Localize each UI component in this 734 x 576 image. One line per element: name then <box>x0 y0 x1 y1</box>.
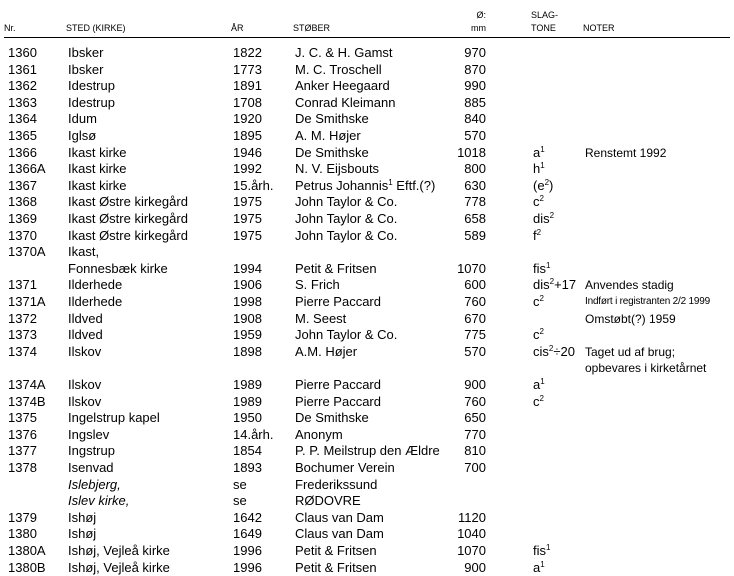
cell-nr: 1380A <box>8 543 46 558</box>
cell-noter: Anvendes stadig <box>585 278 674 293</box>
cell-aar: 1908 <box>233 310 262 326</box>
superscript: 2 <box>539 327 544 337</box>
superscript: 2 <box>549 211 555 220</box>
cell-stober: A. M. Højer <box>295 128 361 143</box>
cell-diameter: 650 <box>464 410 486 426</box>
cell-noter: Omstøbt(?) 1959 <box>585 311 676 326</box>
cell-stober: John Taylor & Co. <box>295 211 398 226</box>
cell-diameter: 1018 <box>457 144 486 160</box>
cell-nr: 1370A <box>8 244 46 260</box>
cell-nr: 1377 <box>8 443 37 459</box>
cell-stober: Anonym <box>295 426 343 442</box>
cell-stober: John Taylor & Co. <box>295 194 398 210</box>
table-row <box>0 211 734 227</box>
cell-diameter: 900 <box>464 377 486 392</box>
table-row <box>0 294 734 310</box>
table-row <box>0 111 734 127</box>
cell-sted: Idum <box>68 111 97 127</box>
cell-slagtone: $h^1$ <box>533 161 545 177</box>
cell-stober: Pierre Paccard <box>295 377 381 392</box>
cell-aar: 1642 <box>233 509 262 525</box>
header-tone-line2: TONE <box>531 23 556 33</box>
cell-sted: Ishøj <box>68 509 97 525</box>
cell-diameter: 600 <box>464 277 486 293</box>
cell-aar: 1822 <box>233 45 262 60</box>
cell-aar: 1989 <box>233 377 262 392</box>
cell-slagtone: fis$^1$ <box>533 260 551 276</box>
cell-aar: 1906 <box>233 277 262 293</box>
cell-aar: 1950 <box>233 410 262 426</box>
cell-stober: A.M. Højer <box>295 343 358 359</box>
superscript: 2 <box>548 343 554 353</box>
table-row <box>0 194 734 210</box>
table-row <box>0 526 734 542</box>
cell-diameter: 760 <box>464 294 486 309</box>
table-row <box>0 344 734 360</box>
cell-aar: 1996 <box>233 559 262 575</box>
cell-sted: Ikast, <box>68 244 100 260</box>
header-sted: STED (KIRKE) <box>66 23 126 33</box>
header-mm-line2: mm <box>471 23 486 33</box>
cell-slagtone: $a^1$ <box>533 144 545 160</box>
cell-nr: 1376 <box>8 426 37 442</box>
cell-sted: Ildved <box>68 310 103 326</box>
cell-stober: Pierre Paccard <box>295 294 381 309</box>
cell-diameter: 760 <box>464 393 486 409</box>
cell-aar: 1946 <box>233 144 262 160</box>
cell-stober: Frederikssund <box>295 476 378 492</box>
cell-stober: De Smithske <box>295 144 369 160</box>
cell-slagtone: $c^2$ <box>533 194 544 210</box>
header-noter: NOTER <box>583 23 615 33</box>
cell-stober: Pierre Paccard <box>295 393 381 409</box>
superscript: 2 <box>539 194 544 204</box>
cell-sted: Ilderhede <box>68 294 123 309</box>
superscript: 1 <box>540 377 545 386</box>
cell-diameter: 1120 <box>458 509 486 525</box>
cell-stober: N. V. Eijsbouts <box>295 161 380 177</box>
cell-sted: Ishøj, Vejleå kirke <box>68 543 170 558</box>
cell-aar: 1773 <box>233 61 262 77</box>
cell-sted: Ilskov <box>68 343 102 359</box>
cell-nr: 1369 <box>8 211 37 226</box>
cell-stober: John Taylor & Co. <box>295 227 398 243</box>
cell-sted: Islebjerg, <box>68 476 121 492</box>
header-aar: ÅR <box>231 23 244 33</box>
table-row <box>0 45 734 61</box>
cell-nr: 1380 <box>8 526 37 542</box>
cell-diameter: 1040 <box>457 526 486 542</box>
cell-slagtone: $a^1$ <box>533 559 545 575</box>
cell-nr: 1380B <box>8 559 46 575</box>
cell-aar: 1959 <box>233 327 262 343</box>
cell-aar: 1975 <box>233 194 262 210</box>
cell-diameter: 1070 <box>457 543 486 558</box>
superscript: 2 <box>539 393 544 403</box>
cell-nr: 1363 <box>8 94 37 110</box>
cell-aar: 1895 <box>233 128 262 143</box>
cell-sted: Ingstrup <box>68 443 115 459</box>
table-row <box>0 78 734 94</box>
cell-sted: Idestrup <box>68 94 115 110</box>
table-row <box>0 394 734 410</box>
cell-diameter: 658 <box>464 211 486 226</box>
cell-aar: 14.årh. <box>233 426 274 442</box>
table-row <box>0 560 734 576</box>
cell-nr: 1374 <box>8 343 37 359</box>
table-row <box>0 128 734 144</box>
cell-sted: Ikast kirke <box>68 177 127 193</box>
table-row <box>0 145 734 161</box>
cell-diameter: 1070 <box>457 260 486 276</box>
cell-diameter: 630 <box>464 177 486 193</box>
cell-sted: Ikast Østre kirkegård <box>68 227 188 243</box>
cell-nr: 1364 <box>8 111 37 127</box>
cell-sted: Ilskov <box>68 393 102 409</box>
superscript: 1 <box>540 559 545 569</box>
cell-diameter: 840 <box>464 111 486 127</box>
cell-aar: 1996 <box>233 543 262 558</box>
cell-aar: 1649 <box>233 526 262 542</box>
cell-stober: J. C. & H. Gamst <box>295 45 393 60</box>
cell-sted: Isenvad <box>68 460 114 475</box>
cell-diameter: 570 <box>464 343 486 359</box>
cell-stober: Claus van Dam <box>295 526 384 542</box>
cell-stober: M. C. Troschell <box>295 61 382 77</box>
cell-sted: Ibsker <box>68 45 104 60</box>
cell-diameter: 870 <box>464 61 486 77</box>
cell-noter: opbevares i kirketårnet <box>585 361 707 376</box>
cell-noter: Renstemt 1992 <box>585 145 667 160</box>
table-row <box>0 477 734 493</box>
cell-stober: Petit & Fritsen <box>295 543 377 558</box>
cell-diameter: 775 <box>464 327 486 343</box>
cell-aar: 1898 <box>233 343 262 359</box>
cell-aar: 1989 <box>233 393 262 409</box>
table-row <box>0 410 734 426</box>
table-row <box>0 161 734 177</box>
cell-stober: De Smithske <box>295 111 369 127</box>
superscript: 1 <box>540 161 545 171</box>
cell-aar: 1975 <box>233 227 262 243</box>
header-mm-line1: Ø: <box>476 10 486 20</box>
cell-stober: Claus van Dam <box>295 509 384 525</box>
table-row <box>0 244 734 260</box>
cell-aar: 1998 <box>233 294 262 309</box>
cell-aar: se <box>233 476 247 492</box>
superscript: 1 <box>540 144 545 154</box>
cell-stober: RØDOVRE <box>295 493 361 509</box>
cell-sted: Ingslev <box>68 426 110 442</box>
cell-slagtone: $c^2$ <box>533 393 544 409</box>
cell-diameter: 970 <box>464 45 486 60</box>
cell-nr: 1371A <box>8 294 46 309</box>
superscript: 2 <box>549 277 555 287</box>
table-row <box>0 360 734 376</box>
table-row <box>0 327 734 343</box>
cell-nr: 1378 <box>8 460 37 475</box>
cell-aar: 15.årh. <box>233 177 274 193</box>
cell-diameter: 900 <box>464 559 486 575</box>
table-row <box>0 277 734 293</box>
cell-stober: Petit & Fritsen <box>295 559 377 575</box>
cell-noter: Indført i registranten 2/2 1999 <box>585 296 710 307</box>
cell-nr: 1365 <box>8 128 37 143</box>
cell-stober: M. Seest <box>295 310 347 326</box>
cell-stober: P. P. Meilstrup den Ældre <box>295 443 440 459</box>
superscript: 2 <box>539 294 544 303</box>
superscript: 1 <box>546 543 551 552</box>
cell-stober: Conrad Kleimann <box>295 94 396 110</box>
cell-nr: 1370 <box>8 227 37 243</box>
table-row <box>0 228 734 244</box>
cell-sted: Iglsø <box>68 128 97 143</box>
cell-slagtone: dis$^2$+17 <box>533 277 577 293</box>
cell-stober: Petit & Fritsen <box>295 260 377 276</box>
cell-stober: Bochumer Verein <box>295 460 395 475</box>
table-row <box>0 493 734 509</box>
cell-sted: Ikast kirke <box>68 161 127 177</box>
cell-slagtone: $f^2$ <box>533 227 542 243</box>
cell-stober: Anker Heegaard <box>295 78 390 94</box>
cell-sted: Fonnesbæk kirke <box>68 260 168 276</box>
cell-slagtone: $c^2$ <box>533 294 544 309</box>
table-row <box>0 95 734 111</box>
cell-diameter: 670 <box>464 310 486 326</box>
cell-slagtone: cis$^2$÷20 <box>533 343 575 359</box>
table-row <box>0 377 734 393</box>
cell-sted: Islev kirke, <box>68 493 130 509</box>
cell-slagtone: $a^1$ <box>533 377 545 392</box>
cell-nr: 1373 <box>8 327 37 343</box>
header-nr: Nr. <box>4 23 16 33</box>
cell-sted: Ilderhede <box>68 277 123 293</box>
cell-sted: Ikast Østre kirkegård <box>68 194 188 210</box>
superscript: 2 <box>536 227 542 237</box>
cell-aar: 1891 <box>233 78 262 94</box>
cell-nr: 1374B <box>8 393 46 409</box>
cell-nr: 1372 <box>8 310 37 326</box>
cell-slagtone: $c^2$ <box>533 327 544 343</box>
header-divider <box>4 37 730 38</box>
cell-nr: 1366 <box>8 144 37 160</box>
cell-stober: De Smithske <box>295 410 369 426</box>
cell-diameter: 800 <box>464 161 486 177</box>
cell-diameter: 810 <box>464 443 486 459</box>
cell-nr: 1375 <box>8 410 37 426</box>
header-stober: STØBER <box>293 23 331 33</box>
cell-nr: 1368 <box>8 194 37 210</box>
cell-aar: 1893 <box>233 460 262 475</box>
cell-diameter: 570 <box>464 128 486 143</box>
cell-sted: Ilskov <box>68 377 102 392</box>
cell-nr: 1366A <box>8 161 46 177</box>
table-row <box>0 427 734 443</box>
cell-sted: Ibsker <box>68 61 104 77</box>
cell-diameter: 778 <box>464 194 486 210</box>
table-row <box>0 261 734 277</box>
cell-sted: Ishøj <box>68 526 97 542</box>
cell-stober: Petrus Johannis$^1$ Eftf.(?) <box>295 177 436 193</box>
table-row <box>0 62 734 78</box>
cell-diameter: 589 <box>464 227 486 243</box>
cell-stober: John Taylor & Co. <box>295 327 398 343</box>
cell-slagtone: fis$^1$ <box>533 543 551 558</box>
table-row <box>0 443 734 459</box>
cell-diameter: 770 <box>464 426 486 442</box>
cell-nr: 1374A <box>8 377 46 392</box>
cell-slagtone: $(e^2)$ <box>533 177 554 193</box>
cell-aar: 1992 <box>233 161 262 177</box>
table-row <box>0 178 734 194</box>
superscript: 2 <box>544 177 550 187</box>
cell-aar: se <box>233 493 247 509</box>
header-tone-line1: SLAG- <box>531 10 559 20</box>
cell-stober: S. Frich <box>295 277 340 293</box>
cell-nr: 1360 <box>8 45 37 60</box>
cell-aar: 1994 <box>233 260 262 276</box>
table-row <box>0 510 734 526</box>
cell-nr: 1361 <box>8 61 37 77</box>
table-row <box>0 311 734 327</box>
cell-sted: Ildved <box>68 327 103 343</box>
table-row <box>0 543 734 559</box>
cell-nr: 1379 <box>8 509 37 525</box>
superscript: 1 <box>546 260 551 270</box>
cell-sted: Ikast kirke <box>68 144 127 160</box>
cell-sted: Idestrup <box>68 78 115 94</box>
cell-noter: Taget ud af brug; <box>585 344 676 359</box>
cell-sted: Ishøj, Vejleå kirke <box>68 559 170 575</box>
cell-sted: Ikast Østre kirkegård <box>68 211 188 226</box>
cell-diameter: 700 <box>464 460 486 475</box>
cell-nr: 1362 <box>8 78 37 94</box>
cell-aar: 1975 <box>233 211 262 226</box>
superscript: 1 <box>388 177 393 187</box>
cell-diameter: 885 <box>464 94 486 110</box>
cell-aar: 1854 <box>233 443 262 459</box>
table-row <box>0 460 734 476</box>
cell-slagtone: dis$^2$ <box>533 211 555 226</box>
cell-aar: 1708 <box>233 94 262 110</box>
cell-nr: 1367 <box>8 177 37 193</box>
cell-sted: Ingelstrup kapel <box>68 410 160 426</box>
cell-aar: 1920 <box>233 111 262 127</box>
cell-nr: 1371 <box>8 277 37 293</box>
cell-diameter: 990 <box>464 78 486 94</box>
